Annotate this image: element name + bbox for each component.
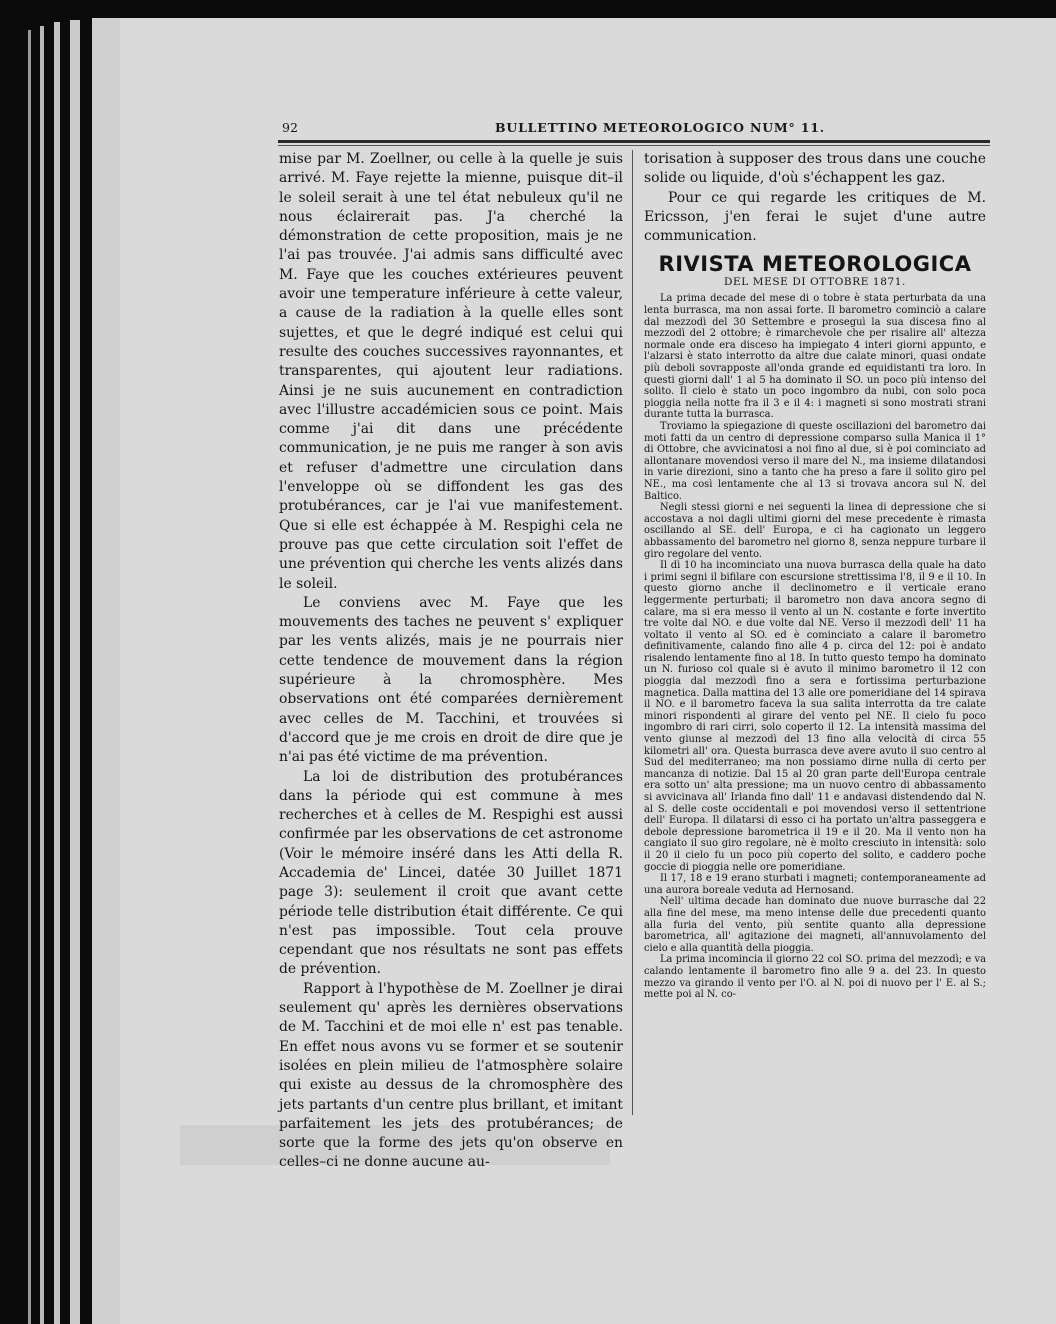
header-rule xyxy=(278,140,990,143)
page-stack-edge-2 xyxy=(40,26,44,1324)
paragraph: Rapport à l'hypothèse de M. Zoellner je dirai seulement qu' après les dernières observations de M. Tacchini et de moi elle n' est pas tenable. En effet nous avons vu se former et se soutenir isolées en plein milieu de l'atmosphère solaire qui existe au dessus de la chromosphère des jets partants d'un centre plus brillant, et imitant parfaitement les jets des protubérances; de sorte que la forme des jets qu'on observe en celles–ci ne donne aucune au- xyxy=(279,980,623,1171)
paragraph: Pour ce qui regarde les critiques de M. Ericsson, j'en ferai le sujet d'une autre communication. xyxy=(644,189,986,245)
paragraph: La loi de distribution des protubérances dans la période qui est commune à mes recherches et à celles de M. Respighi est aussi confirmée par les observations de cet astronome (Voir le mémoire inséré dans les Atti della R. Accademia de' Lincei, datée 30 Juillet 1871 page 3): seulement il croit que avant cette période telle distribution était différente. Ce qui n'est pas impossible. Tout cela prouve cependant que nos résultats ne sont pas effets de prévention. xyxy=(279,768,623,978)
report-paragraph: Troviamo la spiegazione di queste oscillazioni del barometro dai moti fatti da un centro di depressione comparso sulla Manica il 1° di Ottobre, che avvicinatosi a noi fino al due, si è poi cominciato ad allontanare movendosi verso il mare del N., ma insieme dilatandosi in varie direzioni, sino a tanto che ha preso a fare il solito giro pel NE., ma così lentamente che al 13 si trovava ancora sul N. del Baltico. xyxy=(644,421,986,502)
section-title: RIVISTA METEOROLOGICA xyxy=(658,252,972,277)
page-stack-edge-5 xyxy=(92,18,120,1324)
page-number: 92 xyxy=(282,120,298,135)
report-paragraph: Il dì 10 ha incominciato una nuova burrasca della quale ha dato i primi segni il bifilare con escursione strettissima l'8, il 9 e il 10. In questo giorno anche il declinometro e il verticale erano leggermente perturbati; il barometro non dava ancora segno di calare, ma si era messo il vento al un N. costante e forte invertito tre volte dal NO. e due volte dal NE. Verso il mezzodì dell' 11 ha voltato il vento al SO. ed è cominciato a calare il barometro definitivamente, calando fino alle 4 p. circa del 12: poi è andato risalendo lentamente fino al 18. In tutto questo tempo ha dominato un N. furioso col quale si è avuto il minimo barometro il 12 con pioggia dal mezzodì fino a sera e fortissima perturbazione magnetica. Dalla mattina del 13 alle ore pomeridiane del 14 spirava il NO. e il barometro faceva la sua salita interrotta da tre calate minori rispondenti al girare del vento pel NE. Il cielo fu poco ingombro di rari cirri, solo coperto il 12. La intensità massima del vento giunse al mezzodì del 13 fino alla velocità di circa 55 kilometri all' ora. Questa burrasca deve avere avuto il suo centro al Sud del mediterraneo; ma non possiamo dirne nulla di certo per mancanza di notizie. Dal 15 al 20 gran parte dell'Europa centrale era sotto un' alta pressione; ma un nuovo centro di abbassamento si avvicinava all' Irlanda fino dall' 11 e andavasi distendendo dal N. al S. delle coste occidentali e poi movendosi verso il settentrione dell' Europa. Il dilatarsi di esso ci ha portato un'altra passeggera e debole depressione barometrica il 19 e il 20. Ma il vento non ha cangiato il suo giro regolare, nè è molto cresciuto in intensità: solo il 20 il cielo fu un poco più coperto del solito, e caddero poche goccie di pioggia nelle ore pomeridiane. xyxy=(644,560,986,873)
page-stack-edge-4 xyxy=(70,20,80,1324)
report-paragraph: Negli stessi giorni e nei seguenti la linea di depressione che si accostava a noi dagli ultimi giorni del mese precedente è rimasta oscillando al SE. dell' Europa, e ci ha cagionato un leggero abbassamento del barometro nel giorno 8, senza neppure turbare il giro regolare del vento. xyxy=(644,502,986,560)
column-divider xyxy=(632,150,633,1115)
page-stack-edge-1 xyxy=(28,30,31,1324)
header-rule-thin xyxy=(278,145,990,146)
running-header xyxy=(282,118,990,140)
report-paragraph: Nell' ultima decade han dominato due nuove burrasche dal 22 alla fine del mese, ma meno intense delle due precedenti quanto alla furia del vento, più sentite quanto alla depressione barometrica, all' agitazione dei magneti, all'annuvolamento del cielo e alla quantità della pioggia. xyxy=(644,896,986,954)
section-subtitle: DEL MESE DI OTTOBRE 1871. xyxy=(723,276,906,289)
left-column xyxy=(279,150,623,1173)
report-paragraph: Il 17, 18 e 19 erano sturbati i magneti; contemporaneamente ad una aurora boreale veduta ad Hernosand. xyxy=(644,873,986,896)
right-column xyxy=(644,150,986,1001)
paragraph: mise par M. Zoellner, ou celle à la quelle je suis arrivé. M. Faye rejette la mienne, puisque dit–il le soleil serait à une tel état nebuleux qu'il ne nous éclairerait pas. J'a cherché la démonstration de cette proposition, mais je ne l'ai pas trouvée. J'ai admis sans difficulté avec M. Faye que les couches extérieures peuvent avoir une temperature inférieure à cette valeur, a cause de la radiation à la quelle elles sont sujettes, et que le degré indiqué est celui qui resulte des couches successives rayonnantes, et transparentes, qui ajoutent leur radiations. Ainsi je ne suis aucunement en contradiction avec l'illustre accadémicien sous ce point. Mais comme j'ai dit dans une précédente communication, je ne puis me ranger à son avis et refuser d'admettre une circulation dans l'enveloppe où se diffondent les gas des protubérances, car je l'ai vue manifestement. Que si elle est échappée à M. Respighi cela ne prouve pas que cette circulation soit l'effet de une prévention qui cherche les vents alizés dans le soleil. xyxy=(279,151,623,592)
page-stack-edge-3 xyxy=(54,22,60,1324)
paragraph: Le conviens avec M. Faye que les mouvements des taches ne peuvent s' expliquer par les vents alizés, mais je ne pourrais nier cette tendence de mouvement dans la région supérieure à la chromosphère. Mes observations ont été comparées dernièrement avec celles de M. Tacchini, et trouvées si d'accord que je me crois en droit de dire que je n'ai pas été victime de ma prévention. xyxy=(279,594,623,766)
running-title: BULLETTINO METEOROLOGICO NUM° 11. xyxy=(495,120,825,135)
report-paragraph: La prima incomincia il giorno 22 col SO. prima del mezzodì; e va calando lentamente il barometro fino alle 9 a. del 23. In questo mezzo va girando il vento per l'O. al N. poi di nuovo per l' E. al S.; mette poi al N. co- xyxy=(644,954,986,1001)
report-paragraph: La prima decade del mese di o tobre è stata perturbata da una lenta burrasca, ma non assai forte. Il barometro cominciò a calare dal mezzodì del 30 Settembre e proseguì la sua discesa fino al mezzodì del 2 ottobre; è rimarchevole che per risalire all' altezza normale onde era disceso ha impiegato 4 interi giorni appunto, e l'alzarsi è stato interrotto da altre due calate minori, quasi ondate più deboli sovrapposte all'onda grande ed equidistanti tra loro. In questi giorni dall' 1 al 5 ha dominato il SO. un poco più intenso del solito. Il cielo è stato un poco ingombro da nubi, con solo poca pioggia nella notte fra il 3 e il 4: i magneti si sono mostrati strani durante tutta la burrasca. xyxy=(644,293,986,421)
paragraph: torisation à supposer des trous dans une couche solide ou liquide, d'où s'échappent les gaz. xyxy=(644,151,986,187)
